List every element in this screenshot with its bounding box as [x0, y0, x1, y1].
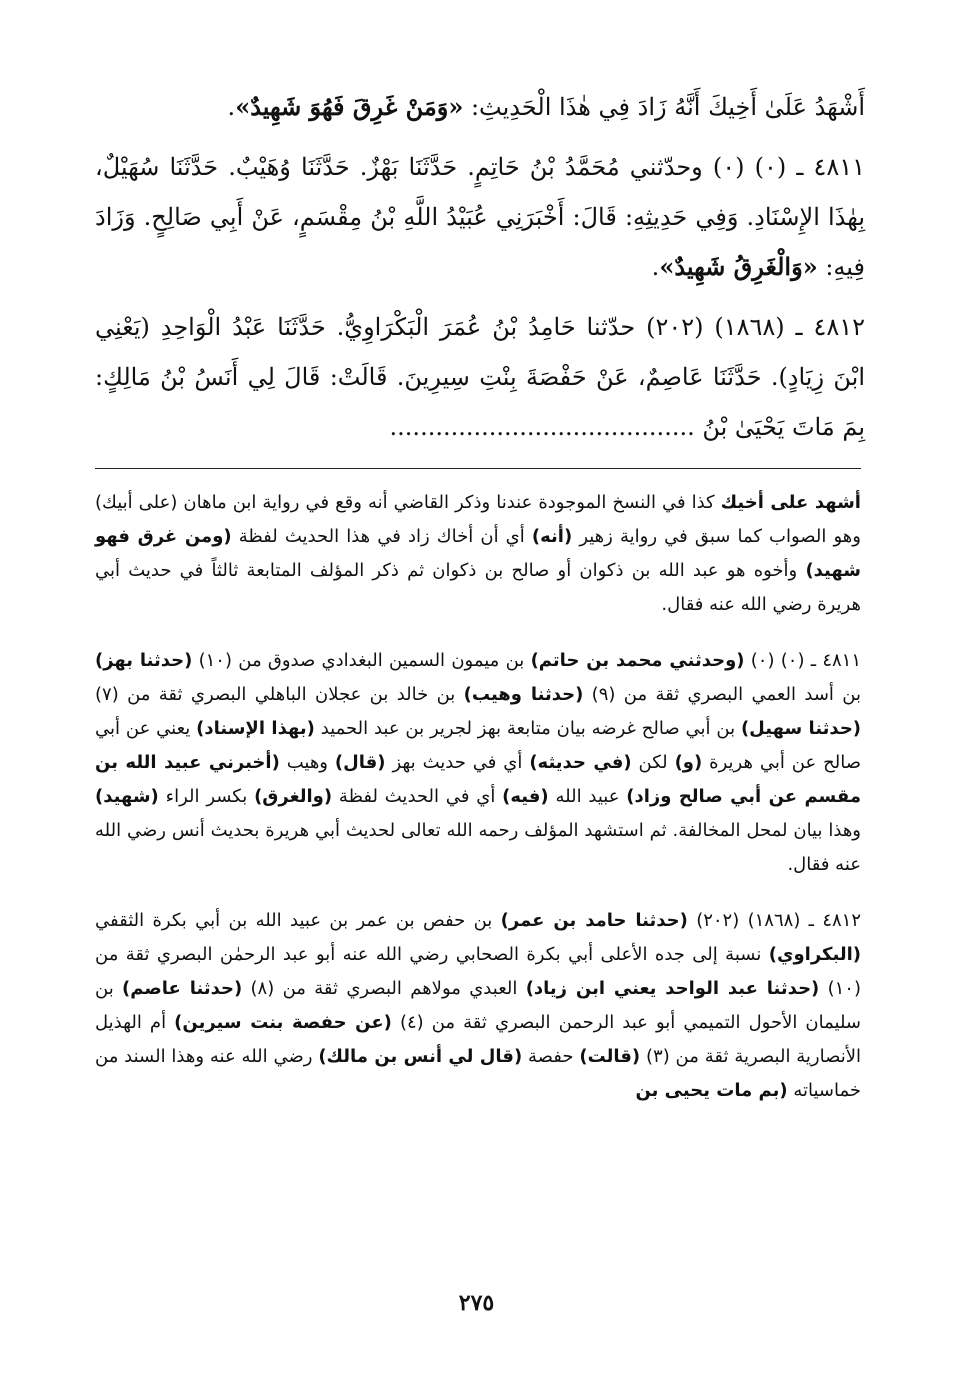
commentary-text: حفصة [522, 1046, 580, 1067]
hadith-4812-text: ٤٨١٢ ـ (١٨٦٨) (٢٠٢) حدّثنا حَامِدُ بْنُ عُمَرَ الْبَكْرَاوِيُّ. حَدَّثَنَا عَبْدُ الْوَاحِدِ (يَعْنِي ابْنَ زِيَادٍ). حَدَّثَنَا عَاصِمٌ، عَنْ حَفْصَةَ بِنْتِ سِيرِينَ. قَالَتْ: قَالَ لِي أَنَسُ بْنُ مَالِكٍ: بِمَ مَاتَ يَحْيَىٰ بْنُ [95, 313, 866, 441]
hadith-4811-quote: «وَالْغَرِقُ شَهِيدٌ» [659, 252, 818, 281]
bold-term: (شهيد) [95, 786, 159, 807]
bold-term: (حدثنا وهيب) [463, 684, 584, 705]
bold-term: (عن حفصة بنت سيرين) [174, 1012, 392, 1033]
commentary-text: وأخوه هو عبد الله بن ذكوان أو صالح بن ذكوان ثم ذكر المؤلف المتابعة ثالثاً في حديث أبي هريرة رضي الله عنه فقال. [95, 560, 861, 615]
commentary-text: العبدي مولاهم البصري ثقة من (٨) [242, 978, 526, 999]
bold-term: أشهد على أخيك [720, 492, 861, 513]
hadith-4812 [95, 302, 865, 452]
hadith-4811: ٤٨١١ ـ (٠) (٠) وحدّثني مُحَمَّدُ بْنُ حَاتِمٍ. حَدَّثَنَا بَهْزٌ. حَدَّثَنَا وُهَيْبٌ. حَدَّثَنَا سُهَيْلٌ، بِهٰذَا الإِسْنَادِ. وَفِي حَدِيثِهِ: قَالَ: أَخْبَرَنِي عُبَيْدُ اللَّهِ بْنُ مِقْسَمٍ، عَنْ أَبِي صَالِحٍ. وَزَادَ فِيهِ: «وَالْغَرِقُ شَهِيدٌ». [95, 153, 866, 281]
commentary-text: بن أسد العمي البصري ثقة من (٩) [583, 684, 861, 705]
bold-term: (قال) [334, 752, 386, 773]
bold-term: (أخبرني عبيد الله بن مقسم عن أبي صالح وزاد) [95, 752, 861, 807]
hadith-continuation-quote: «وَمَنْ غَرِقَ فَهُوَ شَهِيدٌ» [235, 92, 464, 121]
commentary-text: أي في الحديث لفظة [332, 786, 503, 807]
hadith-4812-ellipsis: ........................................ [389, 413, 695, 441]
commentary-text: كذا في النسخ الموجودة عندنا وذكر القاضي أنه وقع في رواية ابن ماهان (على أبيك) وهو الصواب كما سبق في رواية زهير [95, 492, 861, 547]
bold-term: (والغرق) [254, 786, 333, 807]
commentary-paragraph-3 [95, 904, 861, 1108]
commentary-text: ٤٨١١ ـ (٠) (٠) [744, 650, 861, 671]
bold-term: (فيه) [502, 786, 549, 807]
footnote-separator [95, 468, 861, 469]
bold-term: (حدثنا سهيل) [740, 718, 862, 739]
commentary-text: نسبة إلى جده الأعلى أبي بكرة الصحابي رضي الله عنه أبو عبد الرحمٰن البصري ثقة من (١٠) [95, 944, 861, 999]
commentary-text: عبيد الله [548, 786, 627, 807]
bold-term: (بم مات يحيى بن [635, 1080, 788, 1101]
commentary-text: وهيب [279, 752, 335, 773]
commentary-text: يعني عن أبي صالح عن أبي هريرة [95, 718, 862, 773]
commentary-paragraph-2 [95, 644, 861, 882]
commentary-text: رضي الله عنه وهذا السند من خماسياته [95, 1046, 861, 1101]
page-number: ٢٧٥ [458, 1290, 495, 1316]
commentary-text: أم الهذيل الأنصارية البصرية ثقة من (٣) [95, 1012, 861, 1067]
hadith-4811-text: ٤٨١١ ـ (٠) (٠) وحدّثني مُحَمَّدُ بْنُ حَاتِمٍ. حَدَّثَنَا بَهْزٌ. حَدَّثَنَا وُهَيْبٌ. حَدَّثَنَا سُهَيْلٌ، بِهٰذَا الإِسْنَادِ. وَفِي حَدِيثِهِ: قَالَ: أَخْبَرَنِي عُبَيْدُ اللَّهِ بْنُ مِقْسَمٍ، عَنْ أَبِي صَالِحٍ. وَزَادَ فِيهِ: [95, 153, 866, 281]
bold-term: (وحدثني محمد بن حاتم) [530, 650, 745, 671]
hadith-continuation-text: أَشْهَدُ عَلَىٰ أَخِيكَ أَنَّهُ زَادَ فِي هٰذَا الْحَدِيثِ: [463, 93, 865, 121]
commentary-text: ٤٨١٢ ـ (١٨٦٨) (٢٠٢) [687, 910, 861, 931]
commentary-text: بن أبي صالح غرضه بيان متابعة بهز لجرير بن عبد الحميد [314, 718, 741, 739]
bold-term: (حدثنا عاصم) [122, 978, 243, 999]
bold-term: (البكراوي) [768, 944, 861, 965]
commentary-text: وهذا بيان لمحل المخالفة. ثم استشهد المؤلف رحمه الله تعالى لحديث أبي هريرة بحديث أنس رضي الله عنه فقال. [95, 820, 861, 875]
hadith-continuation: أَشْهَدُ عَلَىٰ أَخِيكَ أَنَّهُ زَادَ فِي هٰذَا الْحَدِيثِ: «وَمَنْ غَرِقَ فَهُوَ شَهِيدٌ». [227, 92, 865, 121]
bold-term: (قالت) [579, 1046, 641, 1067]
commentary-text: بن سليمان الأحول التميمي أبو عبد الرحمن البصري ثقة من (٤) [95, 978, 861, 1033]
bold-term: (أنه) [531, 526, 573, 547]
commentary-paragraph-1 [95, 486, 861, 622]
commentary-text: بن ميمون السمين البغدادي صدوق من (١٠) [192, 650, 531, 671]
commentary-text: أي في حديث بهز [385, 752, 530, 773]
commentary-text: لكن [631, 752, 675, 773]
commentary-text: أي أن أخاك زاد في هذا الحديث لفظة [231, 526, 532, 547]
bold-term: (ومن غرق فهو شهيد) [95, 526, 861, 581]
bold-term: (قال لي أنس بن مالك) [318, 1046, 523, 1067]
bold-term: (بهذا الإسناد) [196, 718, 315, 739]
commentary-block [95, 486, 861, 1108]
bold-term: (و) [674, 752, 703, 773]
bold-term: (في حديثه) [529, 752, 632, 773]
commentary-text: بكسر الراء [158, 786, 255, 807]
bold-term: (حدثنا حامد بن عمر) [500, 910, 688, 931]
commentary-text: بن خالد بن عجلان الباهلي البصري ثقة من (٧) [95, 684, 464, 705]
bold-term: (حدثنا بهز) [95, 650, 193, 671]
commentary-text: بن حفص بن عمر بن عبيد الله بن أبي بكرة الثقفي [95, 910, 501, 931]
hadith-text-block [95, 82, 865, 462]
bold-term: (حدثنا عبد الواحد يعني ابن زياد) [525, 978, 820, 999]
